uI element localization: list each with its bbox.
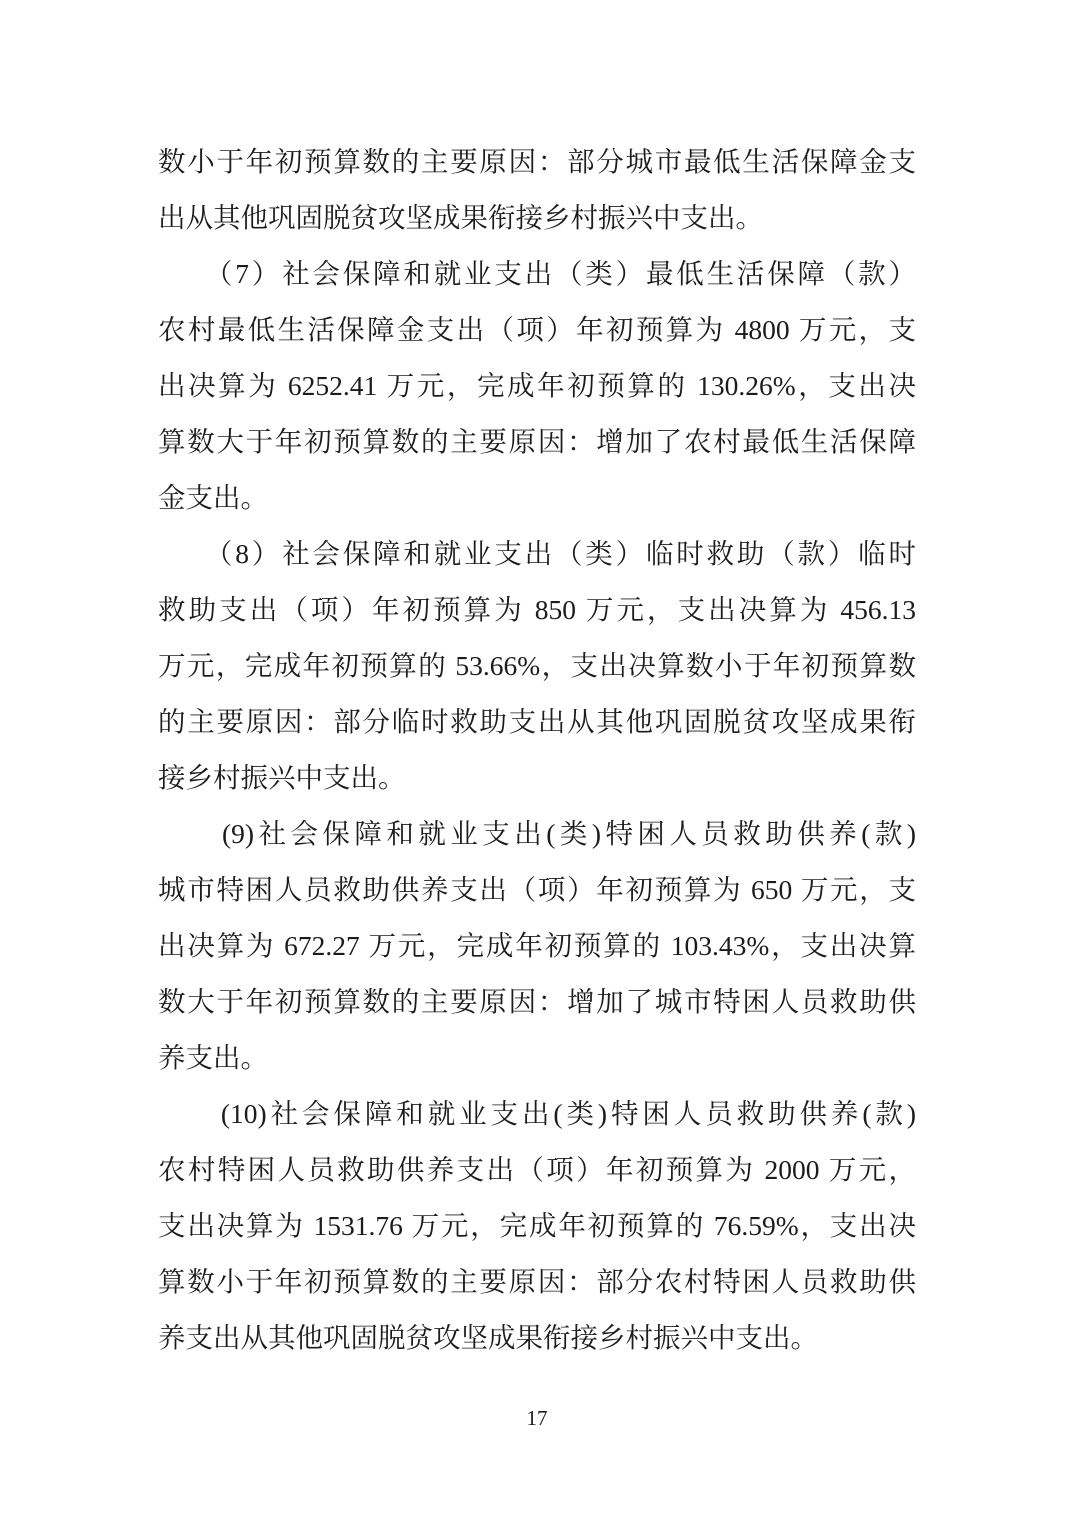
text-line: 数大于年初预算数的主要原因：增加了城市特困人员救助供 bbox=[158, 986, 916, 1017]
text-line: 农村特困人员救助供养支出（项）年初预算为 2000 万元， bbox=[158, 1154, 916, 1185]
text-line: (9)社会保障和就业支出(类)特困人员救助供养(款) bbox=[158, 818, 916, 849]
text-line: 金支出。 bbox=[158, 482, 268, 513]
text-line: 救助支出（项）年初预算为 850 万元，支出决算为 456.13 bbox=[158, 594, 916, 625]
text-line: （7）社会保障和就业支出（类）最低生活保障（款） bbox=[158, 258, 916, 289]
text-line: 接乡村振兴中支出。 bbox=[158, 762, 406, 793]
text-line: 出决算为 672.27 万元，完成年初预算的 103.43%，支出决算 bbox=[158, 930, 916, 961]
text-line: 农村最低生活保障金支出（项）年初预算为 4800 万元，支 bbox=[158, 314, 916, 345]
text-line: 支出决算为 1531.76 万元，完成年初预算的 76.59%，支出决 bbox=[158, 1210, 916, 1241]
document-body bbox=[158, 134, 916, 1366]
text-line: （8）社会保障和就业支出（类）临时救助（款）临时 bbox=[158, 538, 916, 569]
text-line: 城市特困人员救助供养支出（项）年初预算为 650 万元，支 bbox=[158, 874, 916, 905]
text-line: 出决算为 6252.41 万元，完成年初预算的 130.26%，支出决 bbox=[158, 370, 916, 401]
text-line: 养支出。 bbox=[158, 1042, 268, 1073]
text-line: 数小于年初预算数的主要原因：部分城市最低生活保障金支 bbox=[158, 146, 916, 177]
text-line: 算数小于年初预算数的主要原因：部分农村特困人员救助供 bbox=[158, 1266, 916, 1297]
text-line: 万元，完成年初预算的 53.66%，支出决算数小于年初预算数 bbox=[158, 650, 916, 681]
text-line: 出从其他巩固脱贫攻坚成果衔接乡村振兴中支出。 bbox=[158, 202, 763, 233]
text-line: 养支出从其他巩固脱贫攻坚成果衔接乡村振兴中支出。 bbox=[158, 1322, 818, 1353]
text-line: 的主要原因：部分临时救助支出从其他巩固脱贫攻坚成果衔 bbox=[158, 706, 916, 737]
page-number: 17 bbox=[526, 1406, 548, 1430]
text-line: 算数大于年初预算数的主要原因：增加了农村最低生活保障 bbox=[158, 426, 916, 457]
text-line: (10)社会保障和就业支出(类)特困人员救助供养(款) bbox=[158, 1098, 916, 1129]
